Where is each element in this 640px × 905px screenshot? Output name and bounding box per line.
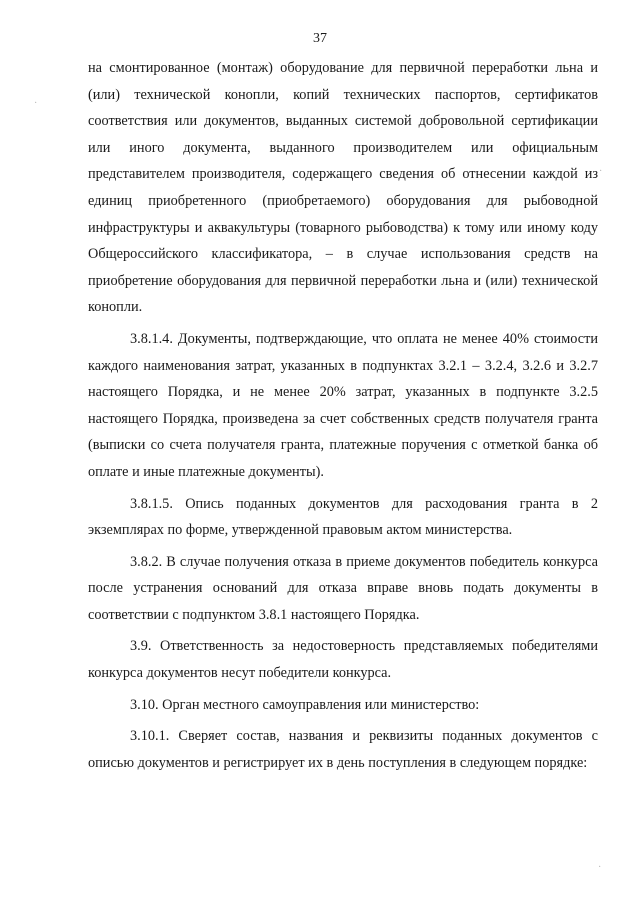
paragraph-3-8-2: 3.8.2. В случае получения отказа в приеме документов победитель конкурса после устранения оснований для отказа вправе вновь подать документы в соответствии с подпунктом 3.8.1 настоящего Порядка. (88, 553, 598, 623)
paragraph-3-8-1-4: 3.8.1.4. Документы, подтверждающие, что оплата не менее 40% стоимости каждого наименования затрат, указанных в подпунктах 3.2.1 – 3.2.4, 3.2.6 и 3.2.7 настоящего Порядка, и не менее 20% затрат, указанных в подпункте 3.2.5 настоящего Порядка, произведена за счет собственных средств получателя гранта (выписки со счета получателя гранта, платежные поручения с отметкой банка об оплате и иные платежные документы). (88, 330, 598, 480)
scan-speck: · (599, 166, 603, 177)
paragraph-3-9: 3.9. Ответственность за недостоверность представляемых победителями конкурса документов несут победители конкурса. (88, 638, 598, 682)
scan-speck: · (598, 862, 602, 873)
body-text (88, 55, 598, 776)
scan-speck: · (34, 98, 38, 109)
paragraph-3-10: 3.10. Орган местного самоуправления или министерство: (130, 696, 480, 713)
paragraph-3-8-1-5: 3.8.1.5. Опись поданных документов для расходования гранта в 2 экземплярах по форме, утвержденной правовым актом министерства. (88, 495, 598, 539)
page-number: 37 (313, 31, 327, 46)
paragraph-3-10-1: 3.10.1. Сверяет состав, названия и реквизиты поданных документов с описью документов и регистрирует их в день поступления в следующем порядке: (88, 728, 598, 771)
paragraph-continuation: на смонтированное (монтаж) оборудование для первичной переработки льна и (или) технической конопли, копий технических паспортов, сертификатов соответствия или документов, выданных системой добровольной сертификации или иного документа, выданного производителем или официальным представителем производителя, содержащего сведения об отнесении каждой из единиц приобретенного (приобретаемого) оборудования для рыбоводной инфраструктуры и аквакультуры (товарного рыбоводства) к тому или иному коду Общероссийского классификатора, – в случае использования средств на приобретение оборудования для первичной переработки льна и (или) технической конопли. (88, 60, 598, 316)
